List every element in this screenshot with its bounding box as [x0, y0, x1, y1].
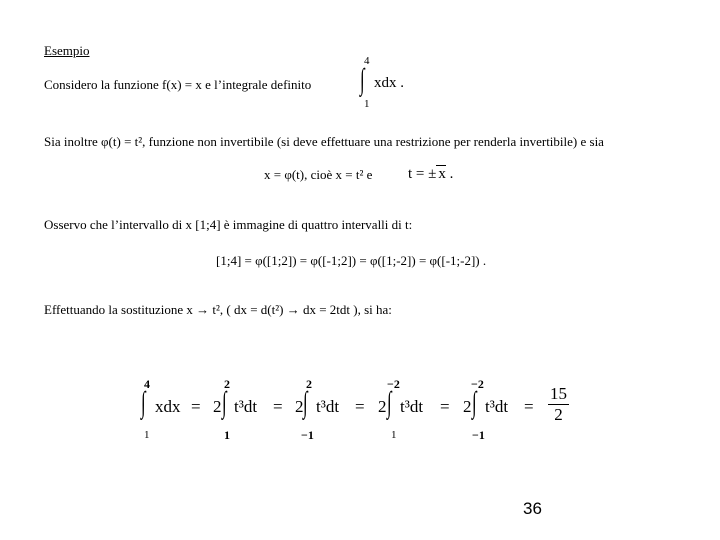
integral-upper-limit: 4	[364, 55, 370, 67]
eq-equals-5: =	[524, 397, 534, 416]
heading: Esempio	[44, 43, 90, 58]
page-number: 36	[523, 499, 542, 518]
eq-equals-2: =	[273, 397, 283, 416]
eq-int5-sign: ∫	[472, 386, 477, 419]
inverse-formula	[408, 165, 453, 183]
interval-equation: [1;4] = φ([1;2]) = φ([-1;2]) = φ([1;-2]) = φ([-1;-2]) .	[216, 253, 487, 268]
substitution-text: x = φ(t), cioè x = t² e	[264, 167, 373, 182]
substitution-step-text: Effettuando la sostituzione x → t², ( dx = d(t²) → dx = 2tdt ), si ha:	[44, 302, 392, 317]
eq-int3-body: t³dt	[316, 397, 340, 416]
eq-int3-lower: −1	[301, 428, 314, 442]
eq-int1-upper: 4	[144, 377, 150, 391]
eq-int2-body: t³dt	[234, 397, 258, 416]
eq-int4-lower: 1	[391, 429, 397, 441]
eq-int4-upper: −2	[387, 377, 400, 391]
eq-int5-body: t³dt	[485, 397, 509, 416]
eq-int1-sign: ∫	[141, 386, 146, 419]
eq-int1-body: xdx	[155, 397, 181, 416]
eq-equals-1: =	[191, 397, 201, 416]
eq-result-numerator: 15	[550, 384, 567, 403]
eq-int3-upper: 2	[306, 377, 312, 391]
eq-int2-coef: 2	[213, 397, 222, 416]
eq-int4-coef: 2	[378, 397, 387, 416]
eq-int3-coef: 2	[295, 397, 304, 416]
eq-int2-upper: 2	[224, 377, 230, 391]
integral-lower-limit: 1	[364, 98, 370, 110]
eq-int5-upper: −2	[471, 377, 484, 391]
eq-int2-lower: 1	[224, 428, 230, 442]
eq-int5-coef: 2	[463, 397, 472, 416]
eq-int2-sign: ∫	[222, 386, 227, 419]
interval-text: Osservo che l’intervallo di x [1;4] è immagine di quattro intervalli di t:	[44, 217, 413, 232]
eq-result-denominator: 2	[554, 405, 563, 424]
eq-equals-3: =	[355, 397, 365, 416]
t-plus-minus: t = ±	[408, 166, 437, 182]
integral-integrand: xdx .	[374, 75, 404, 91]
inverse-end: .	[449, 166, 454, 182]
eq-result-fraction	[548, 384, 569, 425]
eq-equals-4: =	[440, 397, 450, 416]
eq-int4-body: t³dt	[400, 397, 424, 416]
sqrt-x: x	[438, 166, 446, 182]
integral-sign: ∫	[360, 63, 365, 96]
eq-int1-lower: 1	[144, 429, 150, 441]
eq-int4-sign: ∫	[387, 386, 392, 419]
eq-int3-sign: ∫	[303, 386, 308, 419]
eq-int5-lower: −1	[472, 428, 485, 442]
intro-text: Considero la funzione f(x) = x e l’integrale definito	[44, 77, 312, 92]
phi-definition-text: Sia inoltre φ(t) = t², funzione non invertibile (si deve effettuare una restrizione per renderla invertibile) e sia	[44, 134, 604, 149]
